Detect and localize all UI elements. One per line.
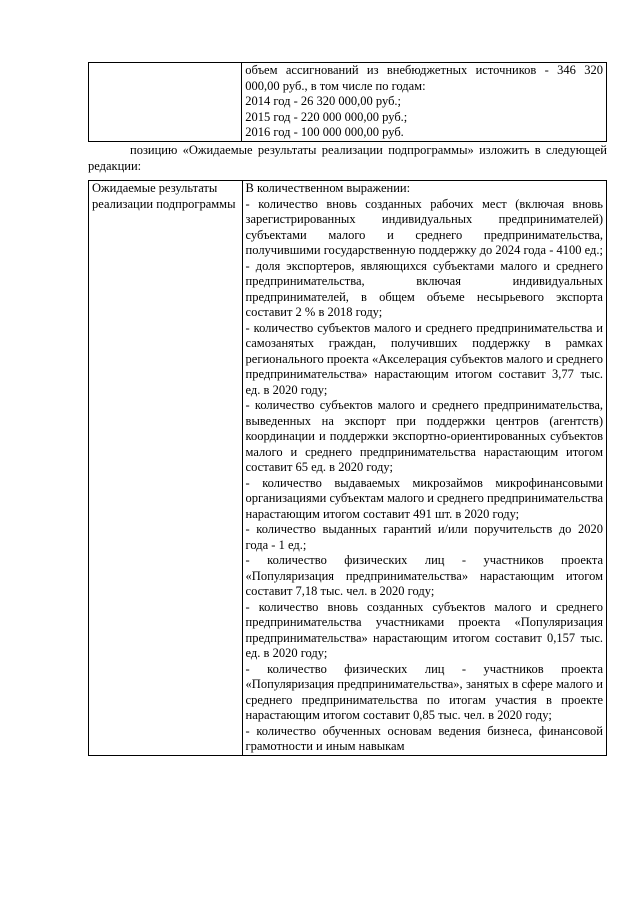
empty-label-cell <box>89 63 242 142</box>
result-item: - количество субъектов малого и среднего предпринимательства и самозанятых граждан, получивших поддержку в рамках регионального проекта «Акселерация субъектов малого и среднего предпринимательства» нарастающим итогом составит 3,77 тыс. ед. в 2020 году; <box>245 320 603 397</box>
table-row <box>89 63 607 142</box>
results-cell <box>242 181 606 756</box>
result-item: - количество вновь созданных рабочих мест (включая вновь зарегистрированных индивидуальных предпринимателей) субъектами малого и среднего предпринимательства, получившими государственную поддержку до 2024 года - 4100 ед.; <box>245 196 603 257</box>
result-item: - количество выдаваемых микрозаймов микрофинансовыми организациями субъектам малого и среднего предпринимательства нарастающим итогом составит 491 шт. в 2020 году; <box>245 475 604 521</box>
result-item: - количество выданных гарантий и/или поручительств до 2020 года - 1 ед.; <box>245 522 603 552</box>
funding-line: 2014 год - 26 320 000,00 руб.; <box>245 94 402 108</box>
intro-paragraph: позицию «Ожидаемые результаты реализации подпрограммы» изложить в следующей редакции: <box>88 143 607 173</box>
table-row <box>89 181 607 756</box>
result-item: - доля экспортеров, являющихся субъектами малого и среднего предпринимательства, включая индивидуальных предпринимателей, в общем объеме несырьевого экспорта составит 2 % в 2018 году; <box>245 258 603 319</box>
funding-line: 2015 год - 220 000 000,00 руб.; <box>245 109 408 124</box>
funding-line: 2016 год - 100 000 000,00 руб. <box>245 125 404 139</box>
result-item: - количество обученных основам ведения бизнеса, финансовой грамотности и иным навыкам <box>245 723 603 753</box>
result-item: - количество субъектов малого и среднего предпринимательства, выведенных на экспорт при поддержки центров (агентств) координации и поддержки экспортно-ориентированных субъектов малого и среднего предпринимательства нарастающим итогом составит 65 ед. в 2020 году; <box>245 398 603 474</box>
result-item: - количество физических лиц - участников проекта «Популяризация предпринимательства» нарастающим итогом составит 7,18 тыс. чел. в 2020 году; <box>245 553 603 598</box>
result-item: - количество вновь созданных субъектов малого и среднего предпринимательства участниками проекта «Популяризация предпринимательства» нарастающим итогом составит 0,157 тыс. ед. в 2020 году; <box>245 599 603 660</box>
funding-table <box>88 62 607 142</box>
result-item: - количество физических лиц - участников проекта «Популяризация предпринимательства», занятых в сфере малого и среднего предпринимательства по итогам участия в проекте нарастающим итогом составит 0,85 тыс. чел. в 2020 году; <box>245 661 603 722</box>
funding-cell <box>242 63 607 142</box>
label-cell <box>89 181 243 756</box>
row-label: Ожидаемые результаты реализации подпрограммы <box>92 181 236 211</box>
expected-results-table <box>88 180 607 756</box>
result-item: В количественном выражении: <box>245 181 411 195</box>
funding-line: объем ассигнований из внебюджетных источников - 346 320 000,00 руб., в том числе по годам: <box>245 63 603 93</box>
